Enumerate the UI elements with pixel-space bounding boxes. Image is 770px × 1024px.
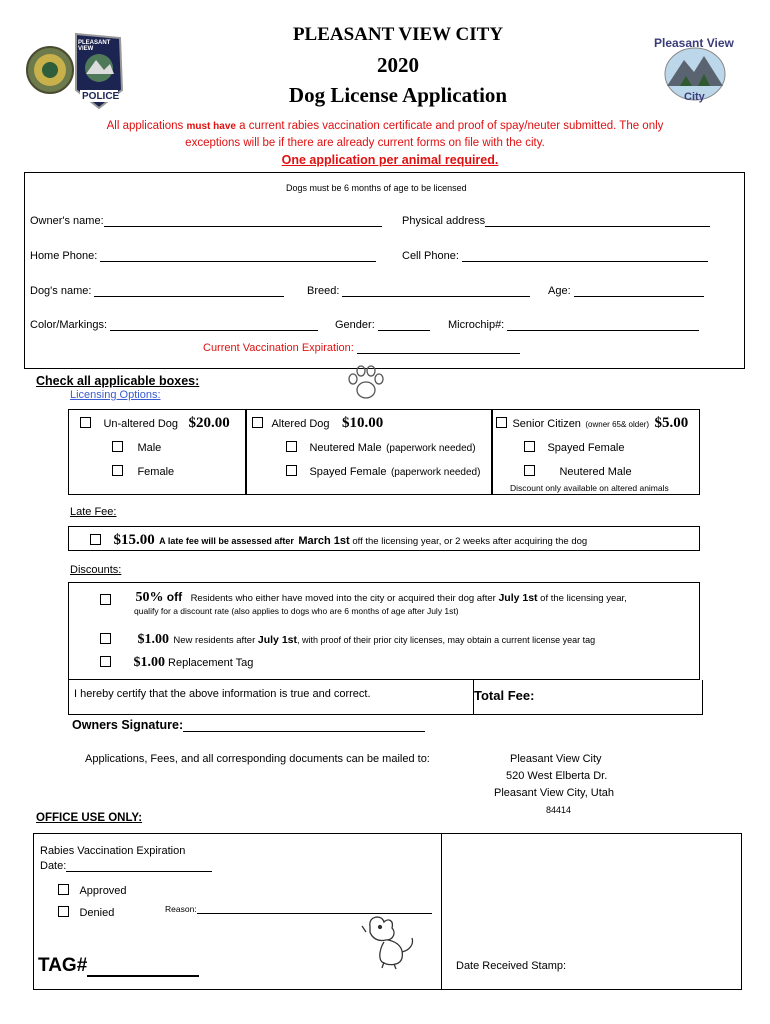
senior-spayed-option[interactable] xyxy=(524,438,625,456)
check-boxes-title: Check all applicable boxes: xyxy=(36,374,200,388)
neutered-male-label: Neutered Male xyxy=(309,442,382,454)
licensing-options-label: Licensing Options: xyxy=(70,389,161,401)
senior-neutered-label: Neutered Male xyxy=(559,466,632,478)
discount-2-checkbox[interactable] xyxy=(100,633,111,644)
rabies-date-line[interactable] xyxy=(66,859,212,872)
late-fee-bold-text: A late fee will be assessed after xyxy=(159,536,294,546)
late-fee-price: $15.00 xyxy=(113,532,155,548)
late-fee-rest: off the licensing year, or 2 weeks after acquiring the dog xyxy=(349,536,588,547)
date-received-stamp-label: Date Received Stamp: xyxy=(456,960,567,972)
unaltered-female-checkbox[interactable] xyxy=(112,465,123,476)
denied-option[interactable] xyxy=(58,903,114,921)
signature-label: Owners Signature: xyxy=(72,718,184,732)
notice-line-1: All applications must have a current rabies vaccination certificate and proof of spay/neuter submitted. The only xyxy=(106,120,664,132)
color-label: Color/Markings: xyxy=(30,319,108,331)
discount-note: Discount only available on altered animals xyxy=(510,483,669,493)
unaltered-female-option[interactable] xyxy=(112,462,174,480)
mailing-address-2: 520 West Elberta Dr. xyxy=(506,770,608,782)
discount-3-checkbox[interactable] xyxy=(100,656,111,667)
altered-option[interactable] xyxy=(252,414,383,432)
spayed-female-note: (paperwork needed) xyxy=(390,467,481,478)
color-line[interactable] xyxy=(110,318,318,331)
senior-spayed-checkbox[interactable] xyxy=(524,441,535,452)
breed-field[interactable] xyxy=(307,284,530,297)
tag-field[interactable] xyxy=(38,955,199,977)
office-use-title: OFFICE USE ONLY: xyxy=(36,812,143,824)
age-line[interactable] xyxy=(574,284,704,297)
neutered-male-option[interactable] xyxy=(286,438,476,456)
tag-line[interactable] xyxy=(87,957,199,977)
discount-1-off: off xyxy=(163,590,183,604)
rabies-date-label: Date: xyxy=(40,860,67,872)
gender-line[interactable] xyxy=(378,318,430,331)
discount-3-option[interactable] xyxy=(100,653,253,671)
unaltered-female-label: Female xyxy=(137,466,175,478)
unaltered-label: Un-altered Dog xyxy=(103,418,179,430)
approved-label: Approved xyxy=(79,885,127,897)
late-fee-label: Late Fee: xyxy=(70,506,117,518)
discount-2-date: July 1st xyxy=(257,634,297,646)
total-fee-label[interactable]: Total Fee: xyxy=(474,688,535,703)
discount-3-price: $1.00 xyxy=(133,655,165,670)
unaltered-male-option[interactable] xyxy=(112,438,161,456)
police-badge-city: PLEASANT VIEW xyxy=(78,40,111,52)
physical-address-line[interactable] xyxy=(485,214,710,227)
discount-1-text-a: Residents who either have moved into the city or acquired their dog after xyxy=(190,593,499,604)
unaltered-checkbox[interactable] xyxy=(80,417,91,428)
home-phone-label: Home Phone: xyxy=(30,250,98,262)
discount-1-text-b: of the licensing year, xyxy=(537,593,627,604)
rabies-expiration-label: Rabies Vaccination Expiration xyxy=(40,845,186,857)
dog-name-line[interactable] xyxy=(94,284,284,297)
gender-label: Gender: xyxy=(335,319,375,331)
vaccination-field[interactable] xyxy=(203,341,520,354)
color-field[interactable] xyxy=(30,318,318,331)
discount-1-price: 50% xyxy=(135,590,164,605)
senior-price: $5.00 xyxy=(654,415,689,431)
dog-cartoon-icon xyxy=(358,912,418,970)
discount-1-option[interactable] xyxy=(100,588,627,606)
age-label: Age: xyxy=(548,285,571,297)
mailing-address-1: Pleasant View City xyxy=(510,753,602,765)
vaccination-line[interactable] xyxy=(357,341,520,354)
notice-line-3: One application per animal required. xyxy=(281,153,499,167)
senior-label: Senior Citizen xyxy=(512,418,581,430)
senior-neutered-checkbox[interactable] xyxy=(524,465,535,476)
mailing-address-4: 84414 xyxy=(546,805,572,815)
altered-price: $10.00 xyxy=(342,415,384,431)
discount-2-text-a: New residents after xyxy=(173,635,258,646)
form-title: Dog License Application xyxy=(288,83,508,107)
notice-line-2: exceptions will be if there are already current forms on file with the city. xyxy=(185,137,545,149)
late-fee-checkbox[interactable] xyxy=(90,534,101,545)
police-badge-text: POLICE xyxy=(82,91,120,102)
discount-2-price: $1.00 xyxy=(137,632,169,647)
vaccination-label: Current Vaccination Expiration: xyxy=(203,342,354,354)
age-field[interactable] xyxy=(548,284,704,297)
owner-name-field[interactable] xyxy=(30,214,382,227)
physical-address-field[interactable] xyxy=(402,214,710,227)
senior-checkbox[interactable] xyxy=(496,417,507,428)
unaltered-male-checkbox[interactable] xyxy=(112,441,123,452)
home-phone-field[interactable] xyxy=(30,249,376,262)
discount-1-date: July 1st xyxy=(498,592,538,604)
physical-address-label: Physical address xyxy=(402,215,486,227)
senior-note: (owner 65& older) xyxy=(585,420,649,429)
year-title: 2020 xyxy=(377,53,419,77)
cell-phone-field[interactable] xyxy=(402,249,708,262)
discount-2-text-b: , with proof of their prior city licenses, may obtain a current license year tag xyxy=(297,635,596,645)
neutered-male-note: (paperwork needed) xyxy=(386,443,476,454)
tag-label: TAG# xyxy=(38,955,88,976)
rabies-date-field[interactable] xyxy=(40,859,212,872)
cell-phone-label: Cell Phone: xyxy=(402,250,459,262)
applicant-info-box xyxy=(24,172,745,369)
denied-checkbox[interactable] xyxy=(58,906,69,917)
discount-1-checkbox[interactable] xyxy=(100,594,111,605)
owner-name-label: Owner's name: xyxy=(30,215,104,227)
late-fee-date: March 1st xyxy=(298,535,350,547)
microchip-line[interactable] xyxy=(507,318,699,331)
spayed-female-option[interactable] xyxy=(286,462,480,480)
city-logo xyxy=(650,32,740,112)
approved-checkbox[interactable] xyxy=(58,884,69,895)
discounts-label: Discounts: xyxy=(70,564,122,576)
late-fee-option[interactable] xyxy=(90,531,587,549)
discount-1-line-2: qualify for a discount rate (also applies to dogs who are 6 months of age after July 1st) xyxy=(134,606,459,616)
altered-checkbox[interactable] xyxy=(252,417,263,428)
senior-spayed-label: Spayed Female xyxy=(547,442,625,454)
office-use-divider xyxy=(441,833,442,990)
gender-field[interactable] xyxy=(335,318,430,331)
senior-neutered-option[interactable] xyxy=(524,462,632,480)
home-phone-line[interactable] xyxy=(100,249,376,262)
neutered-male-checkbox[interactable] xyxy=(286,441,297,452)
unaltered-price: $20.00 xyxy=(188,415,230,431)
microchip-field[interactable] xyxy=(448,318,699,331)
cell-phone-line[interactable] xyxy=(462,249,708,262)
unaltered-male-label: Male xyxy=(137,442,162,454)
city-title: PLEASANT VIEW CITY xyxy=(292,24,504,45)
city-logo-top: Pleasant View xyxy=(654,36,734,50)
approved-option[interactable] xyxy=(58,881,127,899)
owner-name-line[interactable] xyxy=(104,214,382,227)
paw-print-icon xyxy=(342,363,390,401)
mailing-text: Applications, Fees, and all corresponding documents can be mailed to: xyxy=(85,753,430,765)
signature-line[interactable] xyxy=(183,717,425,732)
age-note: Dogs must be 6 months of age to be licensed xyxy=(286,183,467,193)
denied-label: Denied xyxy=(79,907,115,919)
breed-line[interactable] xyxy=(342,284,530,297)
altered-label: Altered Dog xyxy=(271,418,330,430)
signature-field[interactable] xyxy=(72,717,425,732)
senior-option[interactable] xyxy=(496,414,688,432)
spayed-female-label: Spayed Female xyxy=(309,466,387,478)
reason-label: Reason: xyxy=(165,904,197,914)
certify-text: I hereby certify that the above information is true and correct. xyxy=(74,688,371,700)
discount-3-text: Replacement Tag xyxy=(164,657,254,669)
spayed-female-checkbox[interactable] xyxy=(286,465,297,476)
dog-name-label: Dog's name: xyxy=(30,285,92,297)
mailing-address-3: Pleasant View City, Utah xyxy=(494,787,615,799)
city-logo-bottom: City xyxy=(684,91,705,103)
microchip-label: Microchip#: xyxy=(448,319,505,331)
dog-name-field[interactable] xyxy=(30,284,284,297)
unaltered-option[interactable] xyxy=(80,414,230,432)
breed-label: Breed: xyxy=(307,285,340,297)
discount-2-option[interactable] xyxy=(100,630,595,648)
